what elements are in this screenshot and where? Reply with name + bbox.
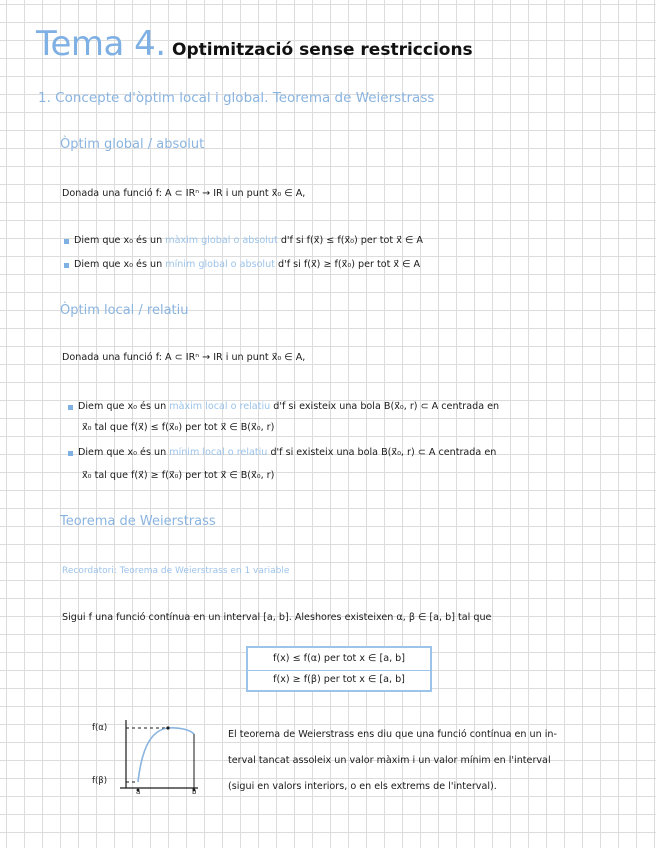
- explanation-paragraph: [228, 722, 628, 800]
- local-min-post: d'f si existeix una bola B(x⃗₀, r) ⊂ A centrada en: [267, 447, 497, 458]
- global-min-term: mínim global o absolut: [165, 259, 275, 270]
- global-max-term: màxim global o absolut: [165, 235, 278, 246]
- page-title: Optimització sense restriccions: [172, 40, 473, 60]
- local-min-term: mínim local o relatiu: [169, 447, 268, 458]
- local-max-term: màxim local o relatiu: [169, 401, 271, 412]
- local-max-post: d'f si existeix una bola B(x⃗₀, r) ⊂ A centrada en: [270, 401, 500, 412]
- graph-tick-b: b: [192, 788, 197, 796]
- local-max-bullet: [78, 401, 499, 412]
- inequality-box: [246, 646, 432, 692]
- weierstrass-statement: Sigui f una funció contínua en un interval [a, b]. Aleshores existeixen α, β ∈ [a, b] tal que: [62, 612, 492, 623]
- box-row-min: f(x) ≥ f(β) per tot x ∈ [a, b]: [248, 670, 430, 685]
- graph-tick-a: a: [136, 788, 141, 796]
- para-line-2: terval tancat assoleix un valor màxim i un valor mínim en l'interval: [228, 755, 551, 766]
- para-line-3: (sigui en valors interiors, o en els extrems de l'interval).: [228, 781, 497, 792]
- local-optimum-heading: Òptim local / relatiu: [60, 303, 189, 318]
- global-max-pre: Diem que x₀ és un: [74, 235, 166, 246]
- weierstrass-reminder: Recordatori: Teorema de Weierstrass en 1 variable: [62, 566, 290, 576]
- para-line-1: El teorema de Weierstrass ens diu que una funció contínua en un in-: [228, 729, 557, 740]
- graph-label-fmin: f(β): [92, 776, 108, 786]
- global-intro: Donada una funció f: A ⊂ IRⁿ → IR i un punt x⃗₀ ∈ A,: [62, 188, 306, 199]
- global-max-post: d'f si f(x⃗) ≤ f(x⃗₀) per tot x⃗ ∈ A: [277, 235, 423, 246]
- graph-label-fmax: f(α): [92, 723, 108, 733]
- local-intro: Donada una funció f: A ⊂ IRⁿ → IR i un punt x⃗₀ ∈ A,: [62, 352, 306, 363]
- local-max-pre: Diem que x₀ és un: [78, 401, 170, 412]
- weierstrass-graph: [90, 716, 210, 798]
- max-point: [166, 726, 169, 729]
- global-min-pre: Diem que x₀ és un: [74, 259, 166, 270]
- global-min-bullet: [74, 259, 420, 270]
- local-min-pre: Diem que x₀ és un: [78, 447, 170, 458]
- graph-svg: [90, 716, 210, 798]
- local-max-line2: x⃗₀ tal que f(x⃗) ≤ f(x⃗₀) per tot x⃗ ∈ B(x⃗₀, r): [82, 422, 275, 433]
- tema-number: Tema 4.: [36, 24, 166, 64]
- weierstrass-heading: Teorema de Weierstrass: [60, 514, 216, 529]
- section-heading: 1. Concepte d'òptim local i global. Teorema de Weierstrass: [38, 90, 435, 106]
- global-min-post: d'f si f(x⃗) ≥ f(x⃗₀) per tot x⃗ ∈ A: [274, 259, 421, 270]
- global-optimum-heading: Òptim global / absolut: [60, 137, 205, 152]
- function-curve: [138, 728, 194, 782]
- local-min-line2: x⃗₀ tal que f(x⃗) ≥ f(x⃗₀) per tot x⃗ ∈ B(x⃗₀, r): [82, 470, 275, 481]
- local-min-bullet: [78, 447, 496, 458]
- global-max-bullet: [74, 235, 423, 246]
- box-row-max: f(x) ≤ f(α) per tot x ∈ [a, b]: [272, 653, 406, 664]
